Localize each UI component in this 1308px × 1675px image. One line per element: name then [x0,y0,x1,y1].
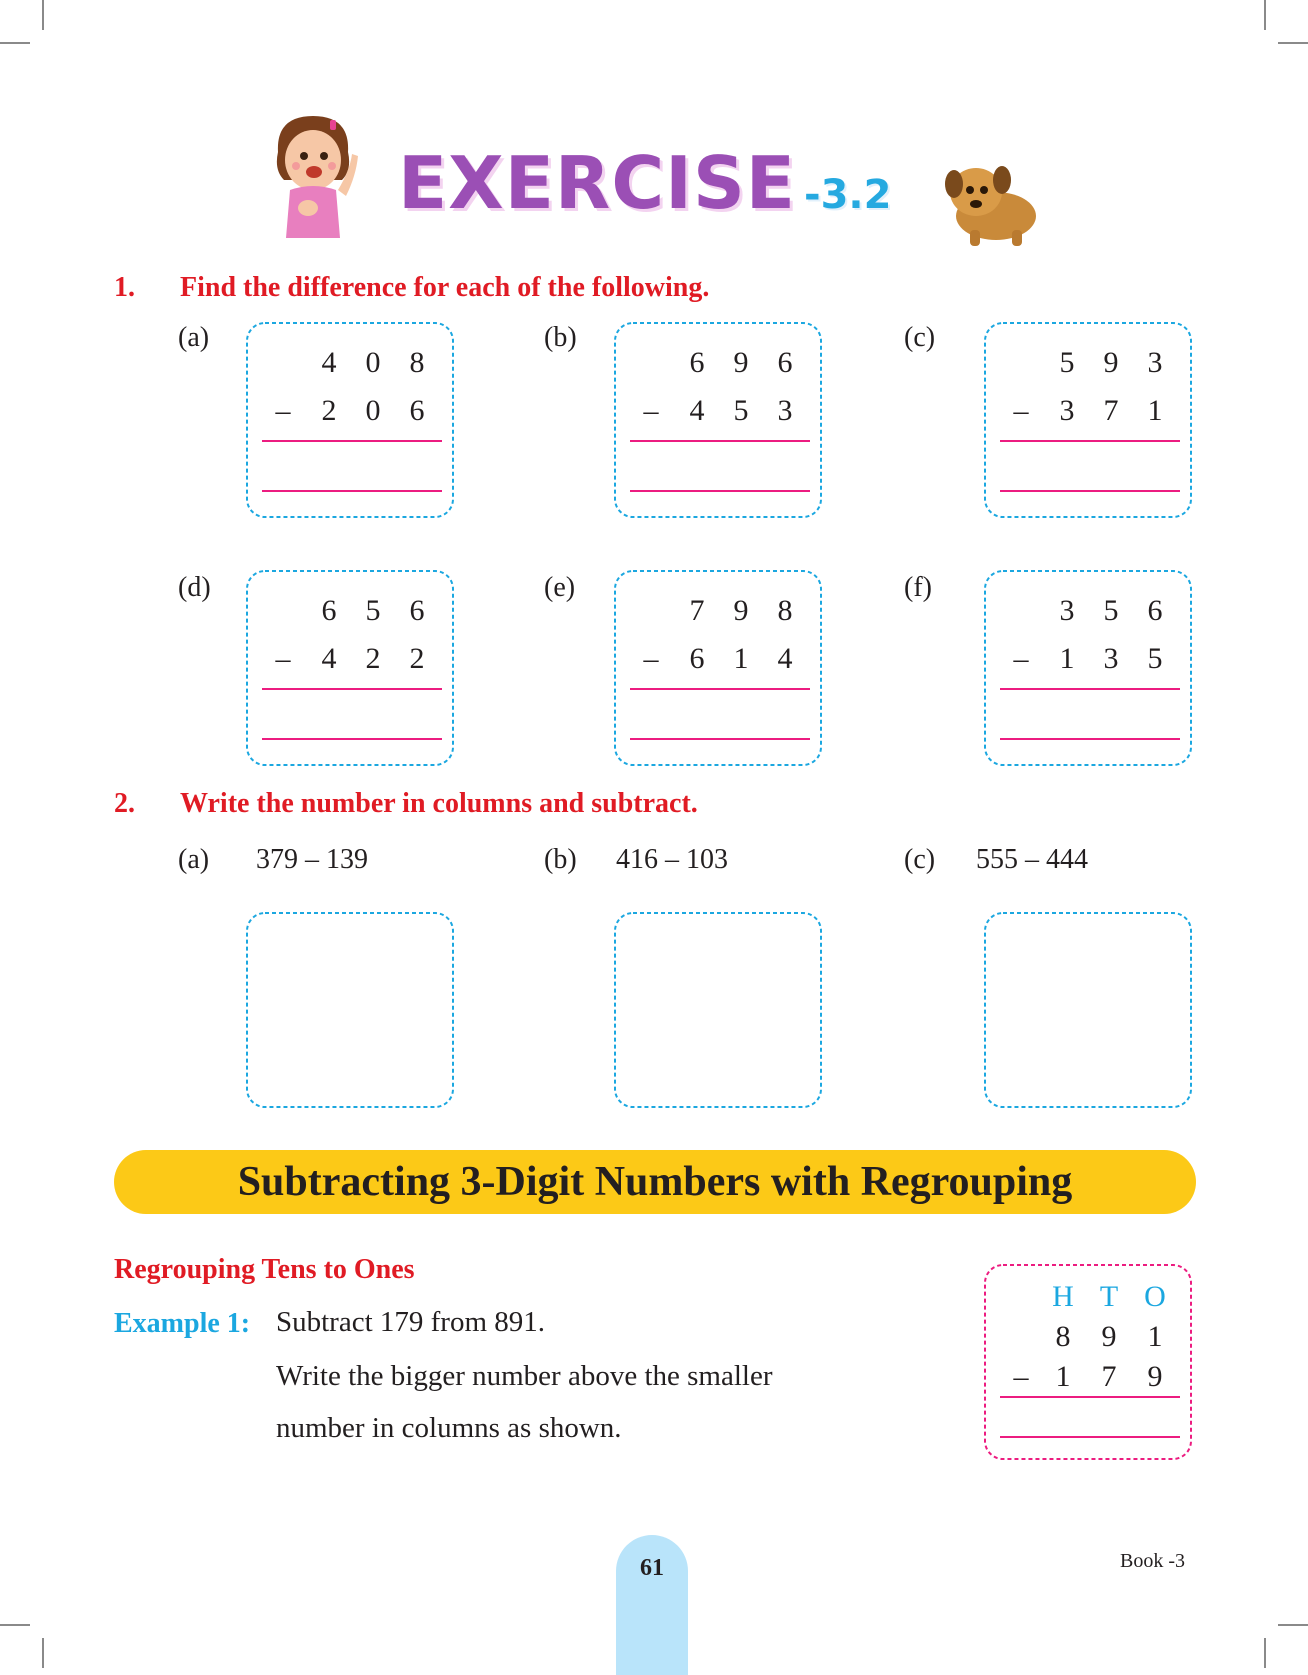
crop-mark [1278,42,1308,44]
minus-sign: – [1013,642,1029,675]
exercise-title-word: EXERCISE [398,141,796,225]
crop-mark [0,42,30,44]
answer-line [1000,490,1180,492]
part-label: (a) [178,322,210,353]
question-text: Find the difference for each of the following. [180,272,710,303]
answer-line [630,440,810,442]
digit: 6 [689,346,705,379]
page-number: 61 [640,1555,664,1581]
digit: 5 [733,394,749,427]
digit: 6 [321,594,337,627]
example-label: Example 1: [114,1308,251,1339]
digit: 4 [777,642,793,675]
part-label: (c) [904,844,936,875]
digit: 2 [321,394,337,427]
digit: 0 [365,346,381,379]
exercise-number: -3.2 [804,172,892,218]
digit: 4 [321,346,337,379]
digit: 4 [689,394,705,427]
crop-mark [1264,0,1266,30]
hto-header: O [1144,1280,1166,1313]
subtraction-expression: 555 – 444 [976,844,1088,875]
digit: 4 [321,642,337,675]
digit: 6 [777,346,793,379]
digit: 1 [1059,642,1075,675]
digit: 3 [1147,346,1163,379]
digit: 2 [365,642,381,675]
minus-sign: – [275,394,291,427]
section-title: Subtracting 3-Digit Numbers with Regrouping [237,1159,1073,1205]
answer-line [1000,738,1180,740]
answer-line [262,490,442,492]
answer-line [1000,440,1180,442]
digit: 6 [1147,594,1163,627]
crop-mark [1278,1624,1308,1626]
digit: 1 [1055,1360,1071,1393]
digit: 7 [1103,394,1119,427]
digit: 5 [1059,346,1075,379]
digit: 7 [1101,1360,1117,1393]
crop-mark [42,1638,44,1668]
digit: 9 [1101,1320,1117,1353]
answer-line [262,688,442,690]
minus-sign: – [1013,394,1029,427]
book-label: Book -3 [1120,1550,1185,1572]
answer-line [1000,1396,1180,1398]
digit: 8 [1055,1320,1071,1353]
hto-header: T [1099,1280,1119,1313]
crop-mark [1264,1638,1266,1668]
exercise-title [398,128,891,238]
digit: 1 [733,642,749,675]
digit: 5 [1103,594,1119,627]
minus-sign: – [643,394,659,427]
digit: 3 [777,394,793,427]
answer-line [1000,688,1180,690]
part-label: (d) [178,572,211,603]
digit: 3 [1059,394,1075,427]
part-label: (c) [904,322,936,353]
digit: 2 [409,642,425,675]
digit: 1 [1147,394,1163,427]
answer-box[interactable] [244,910,456,1110]
question-text: Write the number in columns and subtract. [180,788,698,819]
digit: 8 [409,346,425,379]
part-label: (f) [904,572,932,603]
part-label: (b) [544,322,577,353]
minus-sign: – [275,642,291,675]
question-number: 2. [114,788,135,819]
crop-mark [0,1624,30,1626]
digit: 3 [1059,594,1075,627]
subtraction-expression: 416 – 103 [616,844,728,875]
hto-header: H [1052,1280,1074,1313]
digit: 7 [689,594,705,627]
answer-line [1000,1436,1180,1438]
digit: 3 [1103,642,1119,675]
subheading: Regrouping Tens to Ones [114,1254,415,1285]
digit: 9 [1103,346,1119,379]
answer-box[interactable] [982,910,1194,1110]
digit: 8 [777,594,793,627]
digit: 5 [365,594,381,627]
part-label: (e) [544,572,576,603]
question-number: 1. [114,272,135,303]
digit: 6 [409,394,425,427]
digit: 6 [689,642,705,675]
answer-line [630,738,810,740]
digit: 5 [1147,642,1163,675]
answer-line [262,738,442,740]
part-label: (b) [544,844,577,875]
girl-pointing-icon [268,110,358,240]
example-text: number in columns as shown. [276,1412,622,1444]
example-text: Subtract 179 from 891. [276,1306,546,1338]
minus-sign: – [643,642,659,675]
minus-sign: – [1013,1360,1029,1393]
digit: 6 [409,594,425,627]
crop-mark [42,0,44,30]
digit: 1 [1147,1320,1163,1353]
answer-line [262,440,442,442]
subtraction-expression: 379 – 139 [256,844,368,875]
answer-box[interactable] [612,910,824,1110]
digit: 0 [365,394,381,427]
digit: 9 [1147,1360,1163,1393]
digit: 9 [733,594,749,627]
part-label: (a) [178,844,210,875]
toy-dog-icon [940,158,1040,248]
example-text: Write the bigger number above the smaller [276,1360,773,1392]
answer-line [630,490,810,492]
answer-line [630,688,810,690]
digit: 9 [733,346,749,379]
